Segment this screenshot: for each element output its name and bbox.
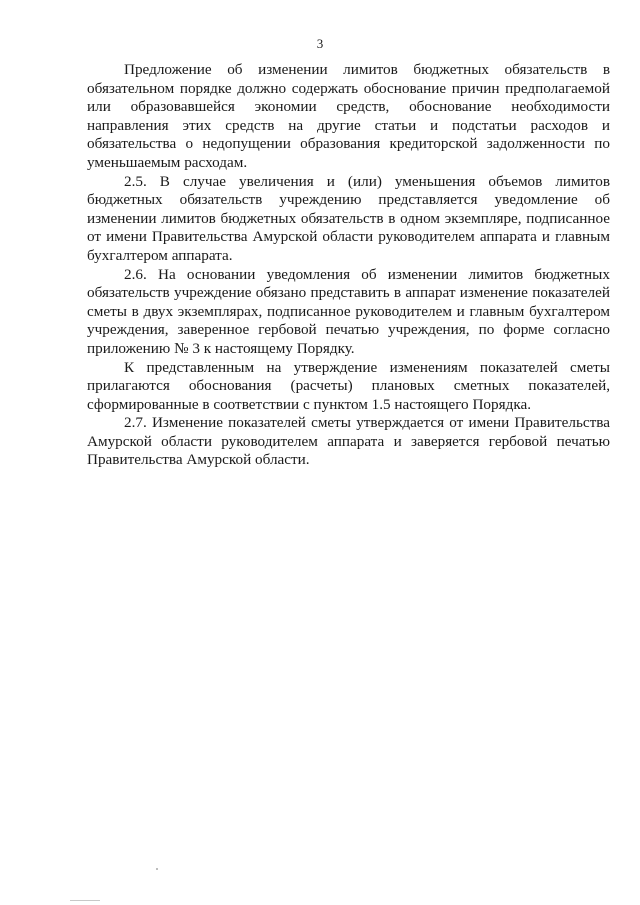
- paragraph-2-6: 2.6. На основании уведомления об изменении лимитов бюджетных обязательств учреждение обязано представить в аппарат изменение показателей сметы в двух экземплярах, подписанное руководителем и главным бухгалтером учреждения, заверенное гербовой печатью учреждения, по форме согласно приложению № 3 к настоящему Порядку.: [87, 265, 610, 357]
- paragraph-2-7: 2.7. Изменение показателей сметы утверждается от имени Правительства Амурской области руководителем аппарата и заверяется гербовой печатью Правительства Амурской области.: [87, 414, 610, 469]
- page-number: 3: [316, 36, 324, 51]
- paragraph-limits-change-proposal: Предложение об изменении лимитов бюджетных обязательств в обязательном порядке должно содержать обоснование причин предполагаемой или образовавшейся экономии средств, обоснование необходимости направления этих средств на другие статьи и подстатьи расходов и обязательства о недопущении образования кредиторской задолженности по уменьшаемым расходам.: [87, 61, 610, 171]
- document-body: [87, 61, 610, 470]
- paragraph-2-5: 2.5. В случае увеличения и (или) уменьшения объемов лимитов бюджетных обязательств учреждению представляется уведомление об изменении лимитов бюджетных обязательств в одном экземпляре, подписанное от имени Правительства Амурской области руководителем аппарата и главным бухгалтером аппарата.: [87, 172, 610, 264]
- scan-artifact-dot: [156, 868, 158, 870]
- paragraph-attachments: К представленным на утверждение изменениям показателей сметы прилагаются обоснования (расчеты) плановых сметных показателей, сформированные в соответствии с пунктом 1.5 настоящего Порядка.: [87, 358, 610, 413]
- scan-artifact-line: [70, 900, 100, 901]
